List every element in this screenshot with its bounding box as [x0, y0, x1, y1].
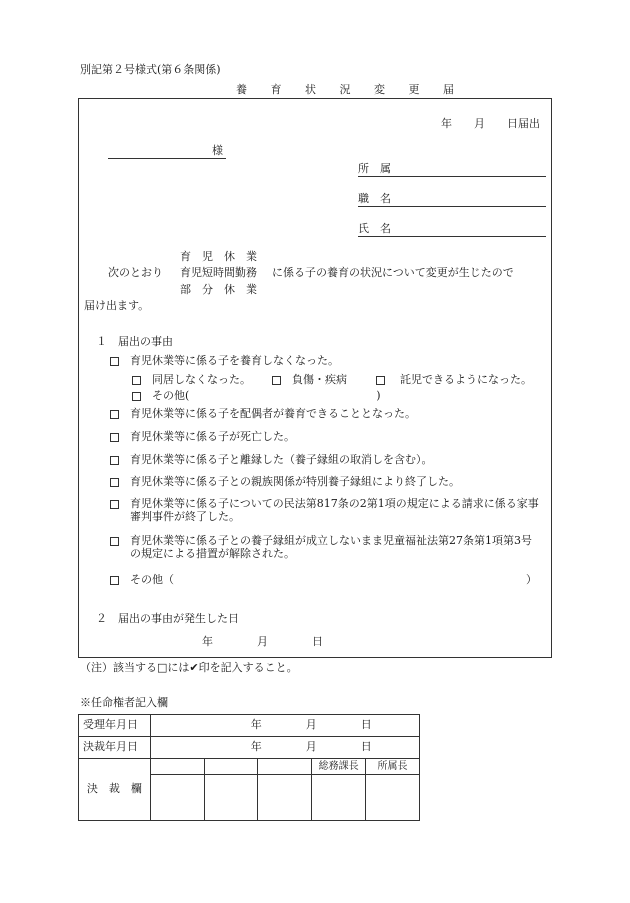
approval-header-2 — [204, 759, 258, 775]
addressee-line[interactable] — [108, 158, 226, 159]
reason-other-text[interactable]: その他（ ） — [130, 573, 537, 586]
approval-stamp-3[interactable] — [258, 775, 312, 821]
leave-option-short-hours[interactable]: 育児短時間勤務 — [180, 266, 257, 279]
reason-5-text: 育児休業等に係る子との親族関係が特別養子縁組により終了した。 — [130, 475, 460, 488]
name-field[interactable] — [358, 236, 546, 237]
decided-date-field[interactable]: 年 月 日 — [150, 737, 419, 759]
general-affairs-chief-stamp[interactable] — [312, 775, 366, 821]
statement-prefix: 次のとおり — [108, 266, 163, 279]
department-field[interactable] — [358, 176, 546, 177]
occurrence-date[interactable]: 年 月 日 — [202, 635, 323, 648]
received-date-field[interactable]: 年 月 日 — [150, 715, 419, 737]
addressee-suffix: 様 — [212, 144, 223, 157]
form-number: 別記第２号様式(第６条関係) — [80, 63, 221, 76]
sub-reason-other-checkbox[interactable] — [132, 392, 141, 401]
reason-3-checkbox[interactable] — [110, 433, 119, 442]
appointer-table — [78, 714, 420, 821]
approval-header-3 — [258, 759, 312, 775]
statement-line2: 届け出ます。 — [84, 299, 150, 312]
reason-7-checkbox[interactable] — [110, 537, 119, 546]
sub-reason-not-cohabiting-text: 同居しなくなった。 — [152, 373, 251, 386]
position-label: 職 名 — [358, 192, 391, 205]
name-label: 氏 名 — [358, 222, 391, 235]
reason-1-checkbox[interactable] — [110, 357, 119, 366]
reason-4-checkbox[interactable] — [110, 456, 119, 465]
reason-2-text: 育児休業等に係る子を配偶者が養育できることとなった。 — [130, 407, 416, 420]
received-date-label: 受理年月日 — [79, 715, 151, 737]
sub-reason-injury-text: 負傷・疾病 — [292, 373, 347, 386]
decided-date-label: 決裁年月日 — [79, 737, 151, 759]
section1-heading: １ 届出の事由 — [96, 335, 173, 348]
reason-7-text: 育児休業等に係る子との養子縁組が成立しないまま児童福祉法第27条第1項第3号の規定による措置が解除された。 — [130, 534, 532, 560]
leave-option-partial[interactable]: 部 分 休 業 — [180, 283, 257, 296]
reason-3-text: 育児休業等に係る子が死亡した。 — [130, 430, 295, 443]
submission-date[interactable]: 年 月 日届出 — [441, 117, 540, 130]
approval-stamp-2[interactable] — [204, 775, 258, 821]
reason-6-checkbox[interactable] — [110, 500, 119, 509]
form-title: 養 育 状 況 変 更 届 — [236, 83, 464, 96]
sub-reason-other-text[interactable]: その他( ) — [152, 389, 381, 402]
sub-reason-daycare-text: 託児できるようになった。 — [400, 373, 532, 386]
position-field[interactable] — [358, 206, 546, 207]
approval-stamp-1[interactable] — [150, 775, 204, 821]
sub-reason-not-cohabiting-checkbox[interactable] — [132, 376, 141, 385]
department-label: 所 属 — [358, 162, 391, 175]
checkbox-note: （注）該当する□には✔印を記入すること。 — [80, 661, 298, 674]
reason-1-text: 育児休業等に係る子を養育しなくなった。 — [130, 354, 339, 367]
sub-reason-daycare-checkbox[interactable] — [376, 376, 385, 385]
department-head-header: 所属長 — [366, 759, 420, 775]
approval-header-1 — [150, 759, 204, 775]
reason-5-checkbox[interactable] — [110, 478, 119, 487]
section2-heading: ２ 届出の事由が発生した日 — [96, 612, 239, 625]
reason-2-checkbox[interactable] — [110, 410, 119, 419]
reason-6-text: 育児休業等に係る子についての民法第817条の2第1項の規定による請求に係る家事審判事件が終了した。 — [130, 497, 539, 523]
appointer-heading: ※任命権者記入欄 — [80, 696, 168, 709]
sub-reason-injury-checkbox[interactable] — [272, 376, 281, 385]
general-affairs-chief-header: 総務課長 — [312, 759, 366, 775]
leave-option-childcare[interactable]: 育 児 休 業 — [180, 250, 257, 263]
reason-other-checkbox[interactable] — [110, 576, 119, 585]
statement-suffix: に係る子の養育の状況について変更が生じたので — [272, 266, 514, 279]
reason-4-text: 育児休業等に係る子と離縁した（養子縁組の取消しを含む）。 — [130, 453, 433, 466]
department-head-stamp[interactable] — [366, 775, 420, 821]
approval-label: 決 裁 欄 — [79, 759, 151, 821]
